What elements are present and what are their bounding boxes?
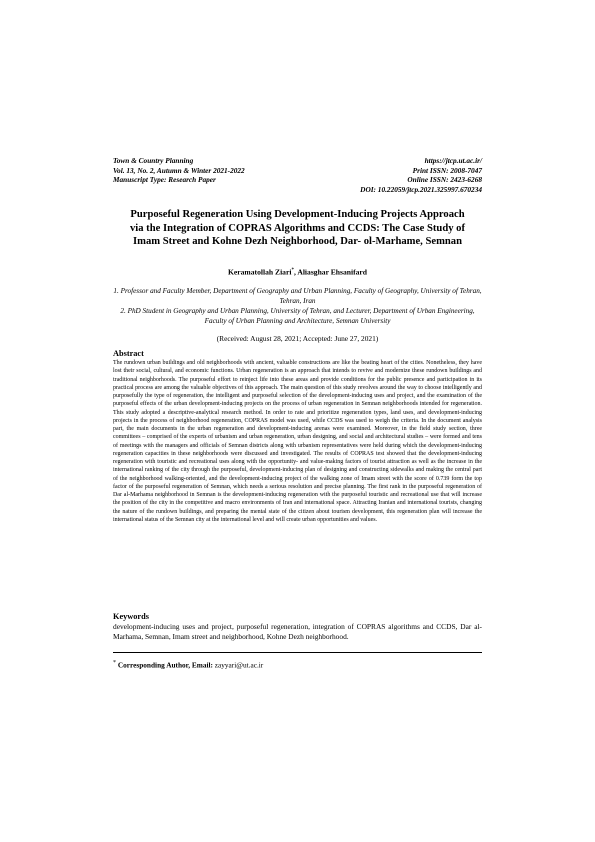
corresponding-footnote — [113, 658, 263, 670]
affiliation-1: 1. Professor and Faculty Member, Department of Geography and Urban Planning, Faculty of Geography, University of Tehran, Tehran, Iran — [113, 287, 482, 305]
abstract-body: The rundown urban buildings and old neighborhoods with ancient, valuable constructions are like the beating heart of the cities. Nonetheless, they have lost their social, cultural, and economic functions. Urban regeneration is an approach that intends to revive and modernize these rundown buildings and traditional neighborhoods. The purposeful effort to reinject life into these areas and provide conditions for the public presence and participation in its practical process are among the valuable objectives of this approach. The main question of this study revolves around the way to choose intelligently and purposefully the type of regeneration, the intelligent and purposeful selection of the development-inducing uses and project, and the examination of the purposeful effects of the urban development-inducing projects on the process of urban regeneration in Semnan neighborhoods intended for regeneration. This study adopted a descriptive-analytical research method. In order to rate and prioritize regeneration types, land uses, and development-inducing projects in the process of neighborhood regeneration, COPRAS model was used, while CCDS was used to weigh the criteria. In the document analysis part, the main documents in the urban regeneration and development-inducing arenas were examined. Moreover, in the field study section, three committees – comprised of the experts of urbanism and urban regeneration, urban designing, and social and architectural studies – were formed and tens of meetings with the managers and officials of Semnan districts along with urbanism representatives were held during which the development-inducing regeneration capacities in these neighborhoods were discussed and investigated. The results of COPRAS test showed that the development-inducing regeneration with touristic and recreational uses along with the opportunity- and value-making factors of tourist attraction as well as the increase in the international ranking of the city through the purposeful, development-inducing plan of designing and constructing sidewalks and making the central part of the neighborhood walking-oriented, and the development-inducing project of the walking zone of Imam street with the score of 0.739 form the top factor of the purposeful regeneration of Semnan, which needs a serious resolution and precise planning. The first rank in the purposeful regeneration of Dar al-Marhama neighborhood in Semnan is the development-inducing regeneration with the purposeful touristic and recreational use that will increase the position of the city in the competitive and macro environments of Iran and international space. Attracting Iranian and international tourists, changing the nature of the rundown buildings, and preparing the mental state of the citizen about tourism development, this regeneration plan will increase the international status of the Semnan city at the international level and will create urban opportunities and values. — [113, 360, 482, 523]
print-issn: Print ISSN: 2008-7047 — [412, 165, 482, 175]
abstract-heading: Abstract — [113, 349, 144, 358]
journal-identifiers — [360, 156, 482, 194]
keywords-heading: Keywords — [113, 612, 149, 621]
author-list — [113, 266, 482, 278]
footnote-marker: * — [113, 660, 117, 666]
author-rest: , Aliasghar Ehsanifard — [293, 267, 368, 277]
journal-header — [113, 156, 482, 200]
online-issn: Online ISSN: 2423-6268 — [407, 175, 482, 185]
corresponding-email[interactable]: zayyari@ut.ac.ir — [212, 660, 264, 670]
journal-volume: Vol. 13, No. 2, Autumn & Winter 2021-2022 — [113, 165, 245, 175]
manuscript-type: Manuscript Type: Research Paper — [113, 175, 216, 185]
received-dates: (Received: August 28, 2021; Accepted: June 27, 2021) — [216, 334, 379, 343]
doi[interactable]: DOI: 10.22059/jtcp.2021.325997.670234 — [360, 184, 482, 194]
corresponding-marker: * — [291, 268, 294, 273]
keywords-body: development-inducing uses and project, purposeful regeneration, integration of COPRAS algorithms and CCDS, Dar al-Marhama, Semnan, Imam street and neighborhood, Kohne Dezh neighborhood. — [113, 622, 482, 641]
author-first: Keramatollah Ziari — [227, 267, 292, 277]
journal-url[interactable]: https://jtcp.ut.ac.ir/ — [424, 156, 482, 165]
affiliation-2: 2. PhD Student in Geography and Urban Planning, University of Tehran, and Lecturer, Department of Urban Engineering, Faculty of Urban Planning and Architecture, Semnan University — [120, 307, 475, 325]
journal-info — [113, 156, 245, 185]
affiliations — [113, 287, 482, 327]
paper-title: Purposeful Regeneration Using Development-Inducing Projects Approach via the Integration of COPRAS Algorithms and CCDS: The Case Study of Imam Street and Kohne Dezh Neighborhood, Dar- ol-Marhame, Semnan — [129, 209, 465, 248]
footnote-label: Corresponding Author, Email: — [116, 660, 213, 670]
journal-name: Town & Country Planning — [113, 156, 194, 165]
footnote-divider — [113, 652, 482, 653]
